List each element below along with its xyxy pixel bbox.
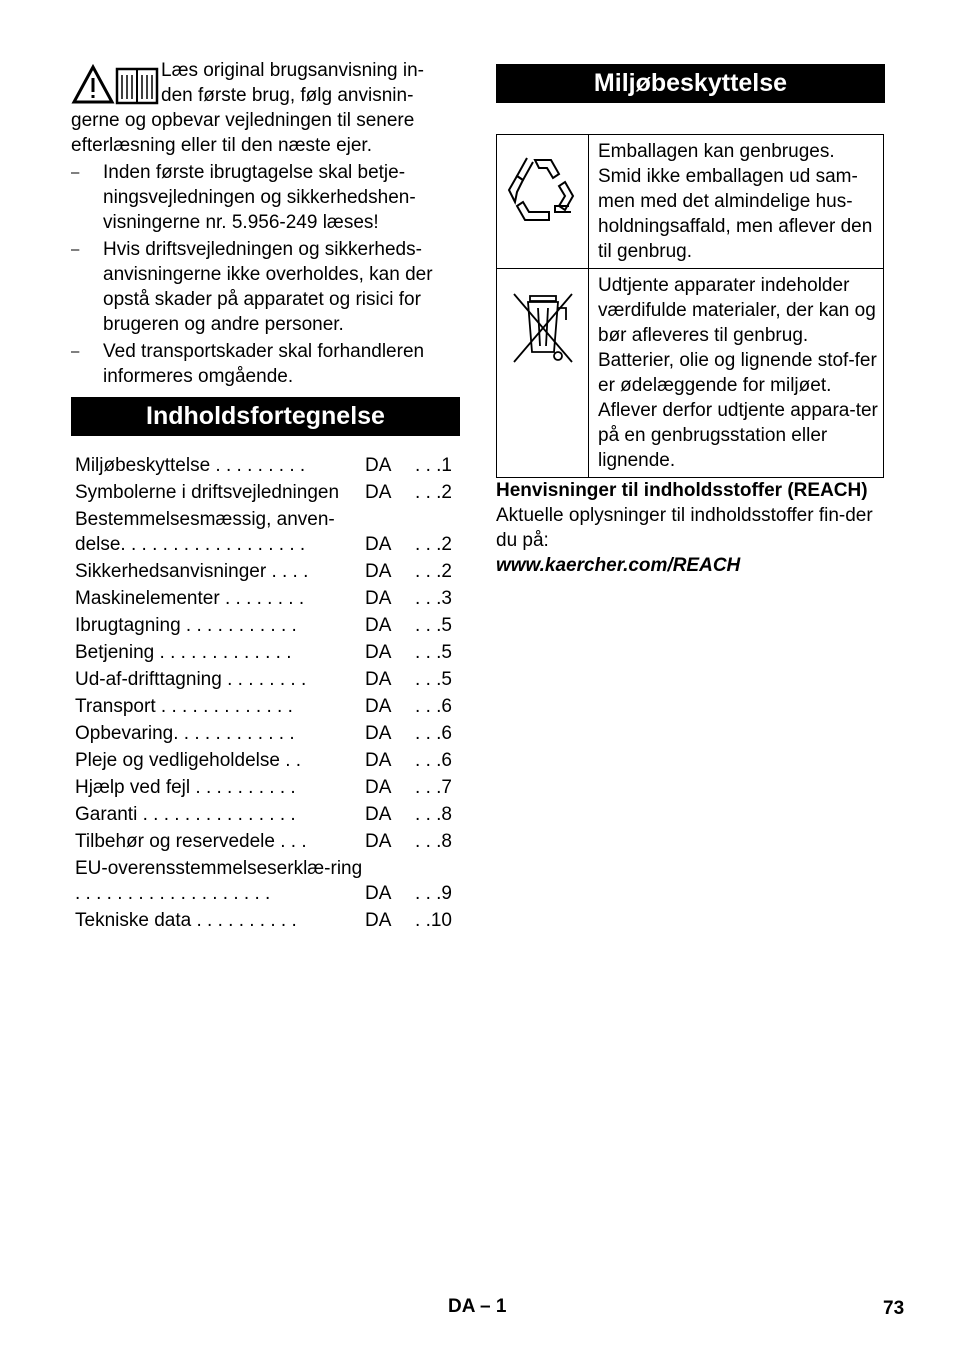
bullet-item: – Hvis driftsvejledningen og sikkerheds-anvisningerne ikke overholdes, kan der opstå skader på apparatet og risici for brugeren og andre personer. [71,239,433,335]
bullet-item: – Inden første ibrugtagelse skal betje-ningsvejledningen og sikkerhedshen-visningerne nr. 5.956-249 læses! [71,162,416,233]
toc-entry[interactable] [71,829,460,854]
page-number: 73 [883,1298,905,1319]
toc-entry-page: . .10 [415,910,452,931]
toc-entry[interactable] [71,908,460,933]
toc-entry-lang: DA [365,588,392,609]
toc-entry-page: . . .5 [415,642,452,663]
toc-entry-page: . . .8 [415,804,452,825]
bullet-dash: – [71,241,80,258]
toc-entry-label: Ud-af-drifttagning . . . . . . . . [75,669,307,690]
toc-entry-page: . . .6 [415,723,452,744]
toc-entry-lang: DA [365,696,392,717]
toc-entry-page: . . .9 [415,883,452,904]
toc-entry-lang: DA [365,723,392,744]
toc-entry-page: . . .2 [415,482,452,503]
toc-entry-label: Ibrugtagning . . . . . . . . . . . [75,615,297,636]
toc-entry-label: Tilbehør og reservedele . . . [75,831,307,852]
toc-entry-page: . . .2 [415,534,452,555]
toc-entry[interactable] [71,748,460,773]
footer-section-label: DA – 1 [448,1296,507,1317]
safety-bullets [71,160,460,389]
toc-entry-lang: DA [365,910,392,931]
toc-entry-page: . . .6 [415,696,452,717]
environment-table [496,134,884,478]
intro-block [71,58,460,158]
toc-entry[interactable] [71,694,460,719]
warning-triangle-icon [71,64,161,106]
intro-rest: gerne og opbevar vejledningen til senere efterlæsning eller til den næste ejer. [71,110,415,156]
recycling-icon [505,152,581,232]
environment-row [497,269,884,478]
reach-link[interactable]: www.kaercher.com/REACH [496,555,741,576]
toc-entry-lang: DA [365,804,392,825]
toc-entry-label: Bestemmelsesmæssig, anven-delse. . . . . . . . . . . . . . . . . . [75,509,335,555]
right-column [496,64,885,578]
toc-entry[interactable] [71,559,460,584]
toc-entry-label: Tekniske data . . . . . . . . . . [75,910,297,931]
bullet-dash: – [71,164,80,181]
reach-text: Aktuelle oplysninger til indholdsstoffer fin-der du på: [496,505,873,551]
toc-entry-label: Betjening . . . . . . . . . . . . . [75,642,292,663]
toc-entry-lang: DA [365,615,392,636]
left-column [71,58,460,935]
intro-line-1: Læs original brugsanvisning in- [161,60,424,81]
toc-entry[interactable] [71,640,460,665]
environment-row [497,135,884,269]
toc-entry[interactable] [71,480,460,505]
disposal-text: Udtjente apparater indeholder værdifulde materialer, der kan og bør afleveres til genbrug. Batterier, olie og lignende stof-fer er ødelæggende for miljøet. Aflever derfor udtjente appara-ter på en genbrugsstation eller lignende. [589,269,884,478]
toc-entry-page: . . .3 [415,588,452,609]
toc-entry[interactable] [71,721,460,746]
toc-entry-lang: DA [365,482,392,503]
intro-line-2: den første brug, følg anvisnin- [161,85,414,106]
toc-entry-lang: DA [365,561,392,582]
toc-entry-label: Sikkerhedsanvisninger . . . . [75,561,309,582]
bullet-item: – Ved transportskader skal forhandleren informeres omgående. [71,341,425,387]
toc-entry[interactable] [71,507,460,557]
toc-entry[interactable] [71,802,460,827]
toc-entry-lang: DA [365,831,392,852]
toc-entry-lang: DA [365,750,392,771]
packaging-text: Emballagen kan genbruges. Smid ikke emballagen ud sam-men med det almindelige hus-holdningsaffald, men aflever den til genbrug. [589,135,884,269]
bullet-dash: – [71,343,80,360]
toc-entry-page: . . .1 [415,455,452,476]
table-of-contents [71,453,460,933]
toc-entry-label: Garanti . . . . . . . . . . . . . . . [75,804,296,825]
toc-entry-lang: DA [365,669,392,690]
toc-entry-lang: DA [365,883,392,904]
recycling-cell [497,135,589,269]
toc-entry-label: Maskinelementer . . . . . . . . [75,588,305,609]
toc-entry-label: Hjælp ved fejl . . . . . . . . . . [75,777,296,798]
reach-heading: Henvisninger til indholdsstoffer (REACH) [496,480,868,501]
crossed-bin-icon [508,286,578,366]
toc-entry-label: EU-overensstemmelseserklæ-ring . . . . . . . . . . . . . . . . . . . [75,858,363,904]
toc-entry-page: . . .2 [415,561,452,582]
toc-heading: Indholdsfortegnelse [71,397,460,436]
toc-entry-lang: DA [365,455,392,476]
environment-heading: Miljøbeskyttelse [496,64,885,103]
toc-entry-label: Transport . . . . . . . . . . . . . [75,696,293,717]
toc-entry-label: Miljøbeskyttelse . . . . . . . . . [75,455,306,476]
toc-entry[interactable] [71,856,460,906]
toc-entry[interactable] [71,613,460,638]
toc-entry-page: . . .5 [415,615,452,636]
toc-entry-label: Symbolerne i driftsvejledningen [75,482,340,503]
bin-cell [497,269,589,478]
manual-book-icon [117,69,157,103]
toc-entry-lang: DA [365,777,392,798]
toc-entry-lang: DA [365,534,392,555]
toc-entry[interactable] [71,586,460,611]
toc-entry-page: . . .8 [415,831,452,852]
toc-entry-page: . . .5 [415,669,452,690]
toc-entry-label: Pleje og vedligeholdelse . . [75,750,302,771]
toc-entry-label: Opbevaring. . . . . . . . . . . . [75,723,295,744]
toc-entry[interactable] [71,667,460,692]
toc-entry-lang: DA [365,642,392,663]
toc-entry[interactable] [71,775,460,800]
toc-entry-page: . . .7 [415,777,452,798]
toc-entry[interactable] [71,453,460,478]
intro-icons [71,64,161,108]
toc-entry-page: . . .6 [415,750,452,771]
